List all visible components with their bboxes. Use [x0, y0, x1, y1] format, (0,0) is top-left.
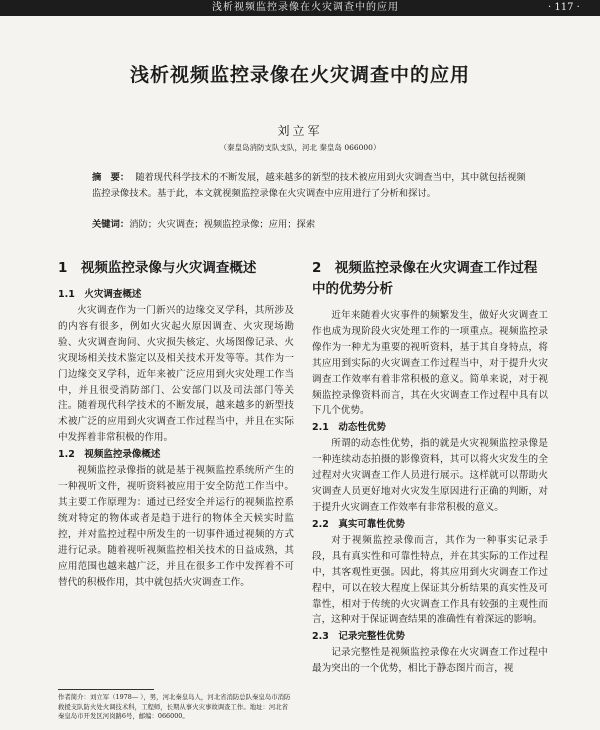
abstract	[92, 170, 532, 202]
paragraph-2-intro: 近年来随着火灾事件的频繁发生，做好火灾调查工作也成为现阶段火灾处理工作的一项重点。视频监控录像作为一种尤为重要的视听资料，基于其自身特点，将其应用到实际的火灾调查工作过程当中，对于提升火灾调查工作效率有着非常积极的意义。简单来说，对于视频监控录像资料而言，其在火灾调查工作过程中具有以下几个优势。	[312, 310, 548, 417]
running-header-title: 浅析视频监控录像在火灾调查中的应用	[212, 2, 399, 13]
article-title: 浅析视频监控录像在火灾调查中的应用	[129, 64, 470, 86]
section-heading-2: 2 视频监控录像在火灾调查工作过程中的优势分析	[312, 260, 538, 297]
paragraph-1-1: 火灾调查作为一门新兴的边缘交叉学科，其所涉及的内容有很多，例如火灾起火原因调查、火灾现场勘验、火灾调查询问、火灾损失核定、火场图像记录、火灾现场相关技术鉴定以及相关技术开发等等。其作为一门边缘交叉学科，近年来被广泛应用到火灾处理工作当中，并且很受消防部门、公安部门以及司法部门等关注。随着现代科学技术的不断发展，越来越多的新型技术被广泛的应用到火灾调查工作过程当中，并且在实际中发挥着非常积极的作用。	[58, 305, 294, 444]
paragraph-2-1: 所谓的动态性优势，指的就是火灾视频监控录像是一种连续动态拍摄的影像资料，其可以将火灾发生的全过程对火灾调查工作人员进行展示。这样就可以帮助火灾调查人员更好地对火灾发生原因进行正确的判断，对于提升火灾调查工作效率有非常积极的意义。	[312, 438, 548, 513]
subsection-heading-2-2: 2.2 真实可靠性优势	[312, 518, 405, 530]
keywords	[92, 218, 532, 232]
abstract-text: 随着现代科学技术的不断发展，越来越多的新型的技术被应用到火灾调查当中，其中就包括视频监控录像技术。基于此，本文就视频监控录像在火灾调查中应用进行了分析和探讨。	[92, 172, 526, 199]
footnote-divider	[58, 689, 154, 690]
abstract-label: 摘 要：	[92, 172, 130, 183]
author-name: 刘立军	[277, 124, 323, 138]
page-number: · 117 ·	[548, 2, 580, 13]
paragraph-2-2: 对于视频监控录像而言，其作为一种事实记录手段，具有真实性和可靠性特点，并在其实际的工作过程中，其客观性更强。因此，将其应用到火灾调查工作过程中，可以在较大程度上保证其分析结果的真实性及可靠性，相对于传统的火灾调查工作具有较强的主观性而言，这种对于保证调查结果的准确性有着深远的影响。	[312, 534, 548, 626]
subsection-heading-2-1: 2.1 动态性优势	[312, 422, 386, 434]
left-column	[58, 258, 294, 590]
paragraph-2-3: 记录完整性是视频监控录像在火灾调查工作过程中最为突出的一个优势，相比于静态图片而言，视	[312, 647, 548, 675]
subsection-heading-1-1: 1.1 火灾调查概述	[58, 289, 142, 300]
keywords-text: 消防；火灾调查；视频监控录像；应用；探索	[129, 219, 316, 230]
author-footnote: 作者简介：刘立军（1978— ），男，河北秦皇岛人，河北省消防总队秦皇岛市消防救援支队防火处火调技术科，工程师，长期从事火灾事故调查工作。地址：河北省秦皇岛市开发区河岗路6号，邮编：066000。	[58, 693, 291, 721]
right-column	[312, 258, 548, 677]
paragraph-1-2: 视频监控录像指的就是基于视频监控系统所产生的一种视听文件，视听资料被应用于安全防范工作当中。其主要工作原理为：通过已经安全并运行的视频监控系统对特定的物体或者是趋于进行的物体全天候实时监控，并对监控过程中所发生的一切事件通过视频的方式进行记录。随着视听视频监控相关技术的日益成熟，其应用范围也越来越广泛，并且在很多工作中发挥着不可替代的积极作用，其中就包括火灾调查工作。	[58, 465, 294, 588]
keywords-label: 关键词：	[92, 219, 130, 230]
subsection-heading-1-2: 1.2 视频监控录像概述	[58, 449, 161, 461]
author-affiliation: （秦皇岛消防支队支队，河北 秦皇岛 066000）	[219, 143, 381, 152]
subsection-heading-2-3: 2.3 记录完整性优势	[312, 631, 405, 643]
running-header	[0, 0, 600, 16]
section-heading-1: 1 视频监控录像与火灾调查概述	[58, 260, 257, 276]
